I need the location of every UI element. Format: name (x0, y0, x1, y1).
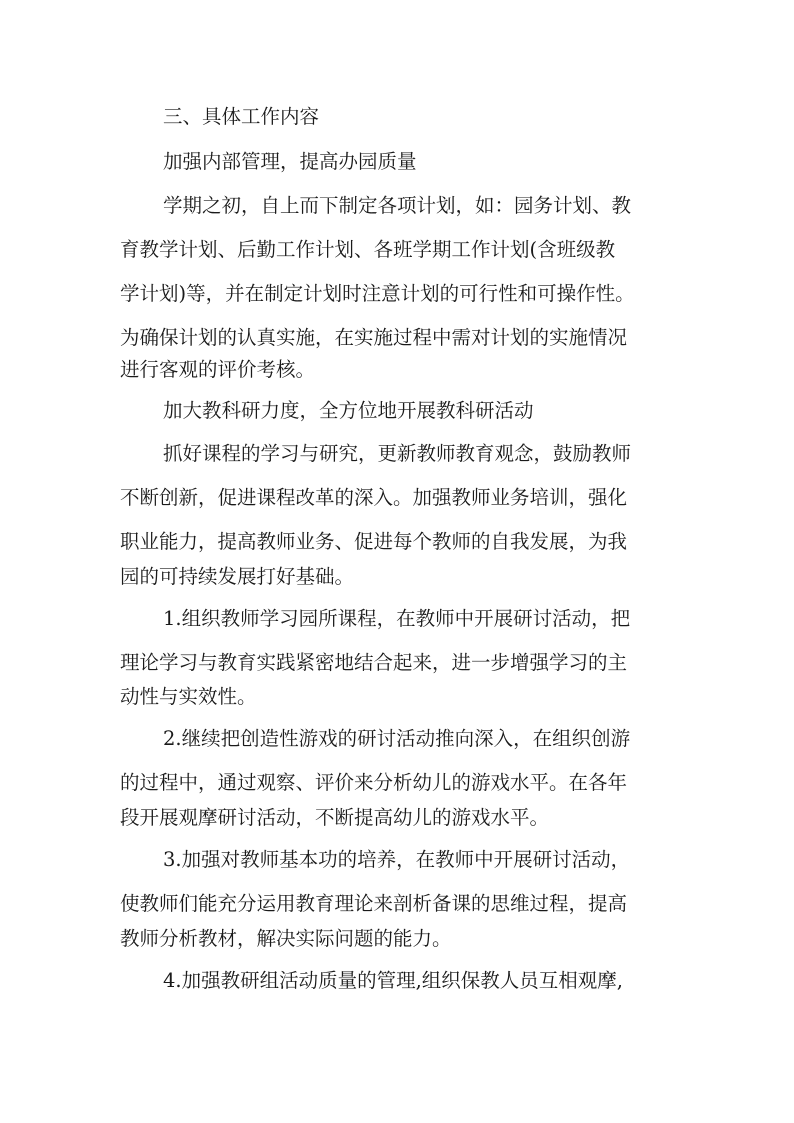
paragraph-line: 的过程中，通过观察、评价来分析幼儿的游戏水平。在各年 (120, 771, 628, 794)
paragraph-line: 学期之初，自上而下制定各项计划，如：园务计划、教 (163, 194, 632, 217)
paragraph-line: 段开展观摩研讨活动，不断提高幼儿的游戏水平。 (120, 806, 550, 829)
subheading-research: 加大教科研力度，全方位地开展教科研活动 (163, 399, 534, 422)
list-item-4: 4.加强教研组活动质量的管理,组织保教人员互相观摩, (163, 969, 624, 992)
paragraph-line: 动性与实效性。 (120, 685, 257, 708)
subheading-management: 加强内部管理，提高办园质量 (163, 150, 417, 173)
section-heading: 三、具体工作内容 (163, 105, 320, 128)
paragraph-line: 理论学习与教育实践紧密地结合起来，进一步增强学习的主 (120, 651, 628, 674)
paragraph-line: 使教师们能充分运用教育理论来剖析备课的思维过程，提高 (120, 892, 628, 915)
paragraph-line: 抓好课程的学习与研究，更新教师教育观念，鼓励教师 (163, 442, 632, 465)
paragraph-line: 园的可持续发展打好基础。 (120, 565, 355, 588)
paragraph-line: 职业能力，提高教师业务、促进每个教师的自我发展，为我 (120, 530, 628, 553)
paragraph-line: 进行客观的评价考核。 (120, 358, 316, 381)
paragraph-line: 育教学计划、后勤工作计划、各班学期工作计划(含班级教 (120, 238, 616, 261)
paragraph-line: 为确保计划的认真实施，在实施过程中需对计划的实施情况 (120, 326, 628, 349)
list-item-3: 3.加强对教师基本功的培养，在教师中开展研讨活动， (163, 848, 631, 871)
list-item-2: 2.继续把创造性游戏的研讨活动推向深入，在组织创游 (163, 727, 631, 750)
paragraph-line: 不断创新，促进课程改革的深入。加强教师业务培训，强化 (120, 486, 628, 509)
paragraph-line: 教师分析教材，解决实际问题的能力。 (120, 927, 452, 950)
paragraph-line: 学计划)等，并在制定计划时注意计划的可行性和可操作性。 (120, 282, 635, 305)
list-item-1: 1.组织教师学习园所课程，在教师中开展研讨活动，把 (163, 607, 631, 630)
